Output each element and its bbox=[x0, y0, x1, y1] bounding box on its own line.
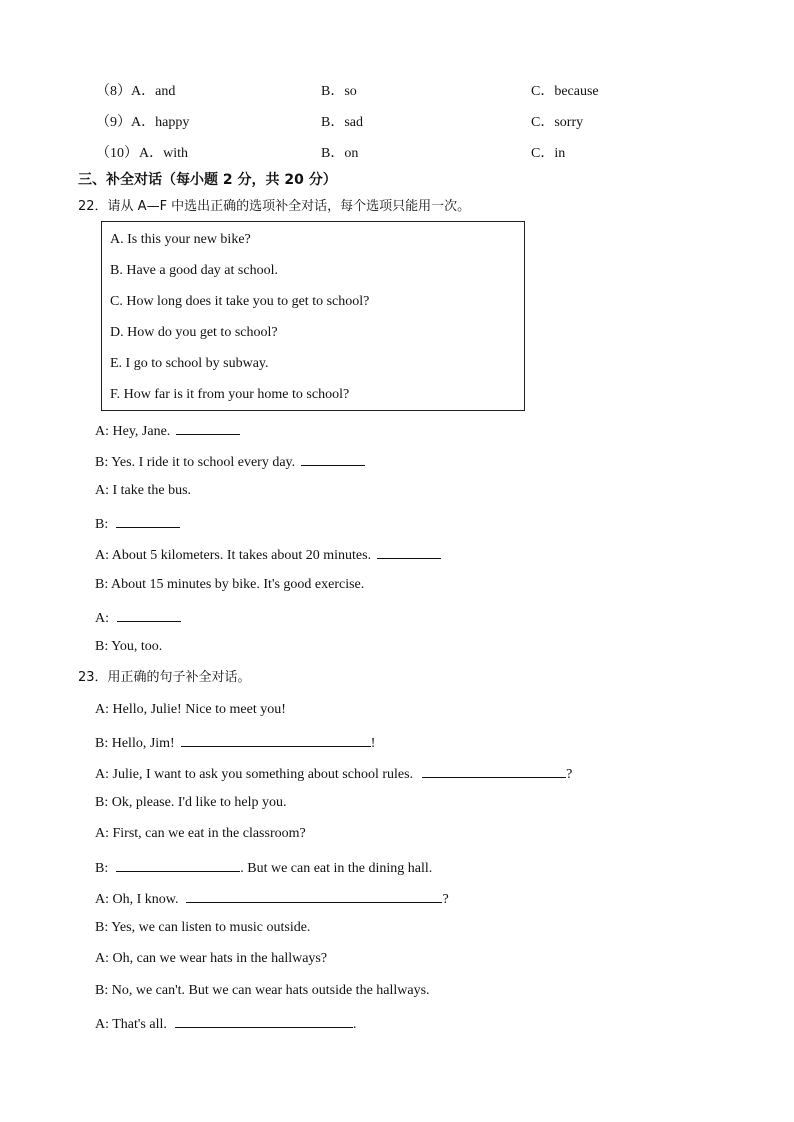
dialogue-line: B: Yes, we can listen to music outside. bbox=[95, 920, 311, 935]
question-23-instruction: 23．用正确的句子补全对话。 bbox=[78, 670, 251, 685]
dialogue-line: A: First, can we eat in the classroom? bbox=[95, 826, 306, 841]
dialogue-text: B: bbox=[95, 517, 109, 532]
dialogue-suffix: ? bbox=[442, 892, 449, 907]
answer-blank[interactable] bbox=[186, 888, 442, 903]
dialogue-text: B: Hello, Jim! bbox=[95, 736, 175, 751]
dialogue-line bbox=[95, 857, 432, 878]
dialogue-text: B: bbox=[95, 861, 109, 876]
mc-number: （10） bbox=[96, 146, 138, 161]
dialogue-line bbox=[95, 451, 365, 472]
dialogue-line: A: Oh, can we wear hats in the hallways? bbox=[95, 951, 328, 966]
mc-option-a: A．and bbox=[131, 84, 176, 99]
dialogue-text: A: About 5 kilometers. It takes about 20 minutes. bbox=[95, 548, 372, 563]
mc-option-b: B．sad bbox=[321, 115, 363, 130]
dialogue-text: A: Hey, Jane. bbox=[95, 424, 171, 439]
options-box bbox=[101, 221, 525, 411]
dialogue-line: B: You, too. bbox=[95, 639, 163, 654]
mc-option-b: B．so bbox=[321, 84, 357, 99]
dialogue-line bbox=[95, 544, 441, 565]
mc-option-a: A．happy bbox=[131, 115, 190, 130]
dialogue-suffix: . bbox=[352, 1017, 357, 1032]
mc-option-c: C．because bbox=[531, 84, 599, 99]
option-d: D. How do you get to school? bbox=[110, 325, 278, 340]
answer-blank[interactable] bbox=[181, 732, 371, 747]
dialogue-text: A: bbox=[95, 611, 109, 626]
option-f: F. How far is it from your home to school? bbox=[110, 387, 350, 402]
dialogue-line bbox=[95, 888, 449, 909]
answer-blank[interactable] bbox=[176, 420, 240, 435]
mc-option-c: C．in bbox=[531, 146, 566, 161]
dialogue-line bbox=[95, 513, 180, 534]
mc-option-b: B．on bbox=[321, 146, 359, 161]
dialogue-suffix: ! bbox=[370, 736, 376, 751]
answer-blank[interactable] bbox=[301, 451, 365, 466]
answer-blank[interactable] bbox=[377, 544, 441, 559]
answer-blank[interactable] bbox=[175, 1013, 353, 1028]
dialogue-line bbox=[95, 420, 240, 441]
answer-blank[interactable] bbox=[116, 513, 180, 528]
mc-number: （9） bbox=[96, 115, 131, 130]
dialogue-text: B: Yes. I ride it to school every day. bbox=[95, 455, 296, 470]
section-heading: 三、补全对话（每小题 2 分，共 20 分） bbox=[78, 172, 337, 188]
dialogue-line bbox=[95, 732, 375, 753]
dialogue-line bbox=[95, 763, 572, 784]
dialogue-line bbox=[95, 1013, 356, 1034]
option-a: A. Is this your new bike? bbox=[110, 232, 251, 247]
dialogue-line: A: I take the bus. bbox=[95, 483, 192, 498]
option-b: B. Have a good day at school. bbox=[110, 263, 278, 278]
option-c: C. How long does it take you to get to school? bbox=[110, 294, 370, 309]
dialogue-line: B: No, we can't. But we can wear hats outside the hallways. bbox=[95, 983, 430, 998]
dialogue-line: B: Ok, please. I'd like to help you. bbox=[95, 795, 287, 810]
dialogue-line: B: About 15 minutes by bike. It's good exercise. bbox=[95, 577, 365, 592]
dialogue-line bbox=[95, 607, 181, 628]
mc-option-a: A．with bbox=[139, 146, 188, 161]
answer-blank[interactable] bbox=[116, 857, 240, 872]
dialogue-suffix: ? bbox=[566, 767, 573, 782]
dialogue-text: A: That's all. bbox=[95, 1017, 167, 1032]
dialogue-text: A: Oh, I know. bbox=[95, 892, 179, 907]
dialogue-suffix: . But we can eat in the dining hall. bbox=[240, 861, 433, 876]
mc-option-a: （8） bbox=[96, 84, 131, 99]
dialogue-text: A: Julie, I want to ask you something about school rules. bbox=[95, 767, 414, 782]
answer-blank[interactable] bbox=[117, 607, 181, 622]
answer-blank[interactable] bbox=[422, 763, 566, 778]
question-22-instruction: 22．请从 A—F 中选出正确的选项补全对话，每个选项只能用一次。 bbox=[78, 199, 471, 214]
option-e: E. I go to school by subway. bbox=[110, 356, 269, 371]
dialogue-line: A: Hello, Julie! Nice to meet you! bbox=[95, 702, 286, 717]
mc-option-c: C．sorry bbox=[531, 115, 584, 130]
